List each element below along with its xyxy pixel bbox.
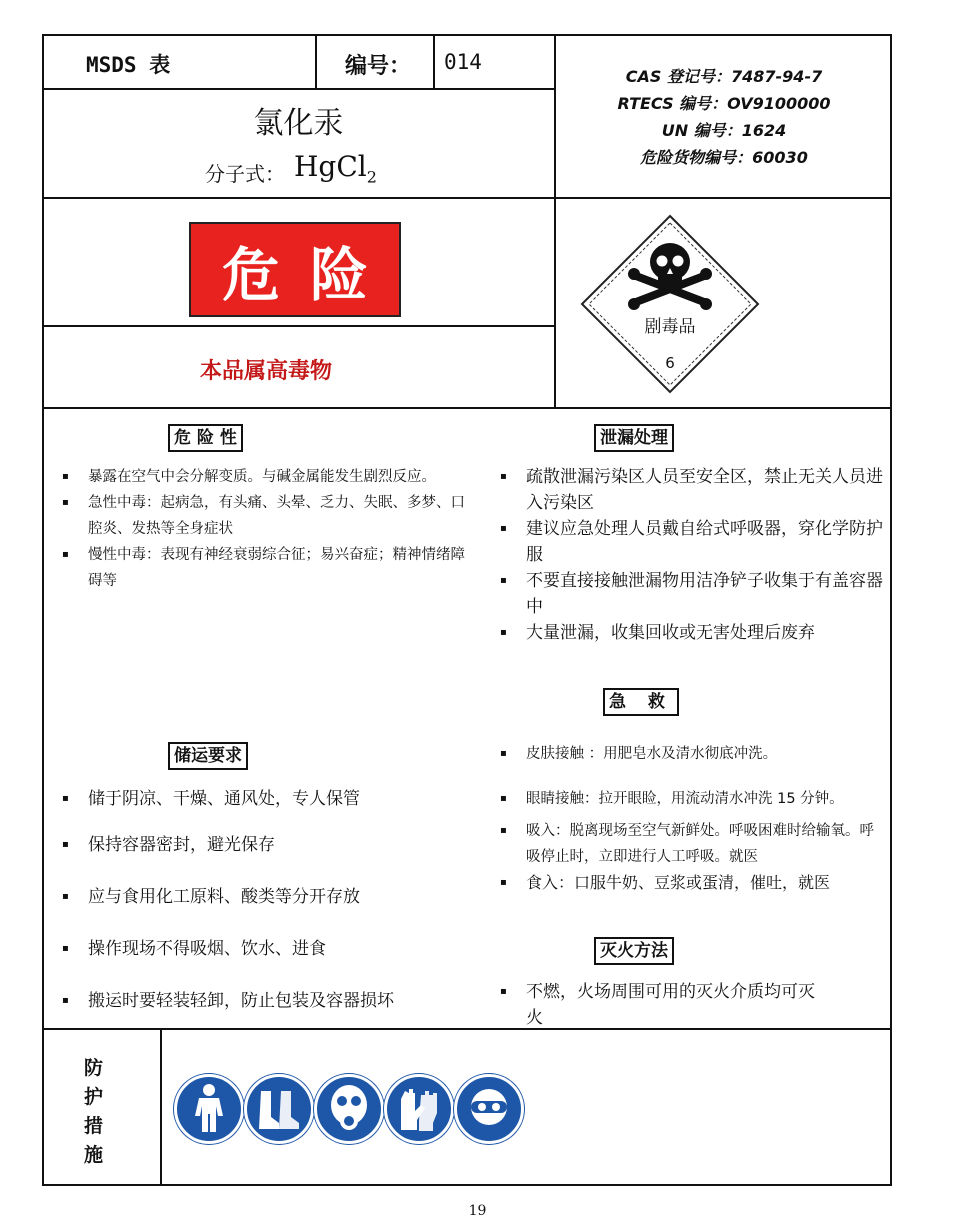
cas-number: CAS 登记号：7487-94-7 (625, 67, 823, 86)
storage-title: 储运要求 (168, 742, 248, 770)
page-number: 19 (468, 1203, 487, 1219)
hazard-title: 危 险 性 (168, 424, 243, 452)
rtecs-number: RTECS 编号：OV9100000 (617, 94, 831, 113)
respirator-mask-icon (314, 1074, 384, 1144)
list-item: ▪ 急性中毒：起病急，有头痛、头晕、乏力、失眠、多梦、口腔炎、发热等全身症状 (62, 490, 474, 542)
list-item: ▪ 不要直接接触泄漏物用洁净铲子收集于有盖容器中 (500, 568, 885, 620)
divider (42, 325, 555, 327)
storage-list (62, 786, 482, 1014)
number-label: 编号： (345, 54, 412, 79)
list-item: ▪ 不燃，火场周围可用的灭火介质均可灭火 (500, 979, 830, 1031)
fire-list (500, 979, 830, 1031)
list-item: ▪ 保持容器密封，避光保存 (62, 832, 482, 858)
list-item: ▪ 大量泄漏，收集回收或无害处理后废弃 (500, 620, 885, 646)
sign-class-number: 6 (665, 354, 675, 372)
list-item: ▪ 慢性中毒：表现有神经衰弱综合征；易兴奋症；精神情绪障碍等 (62, 542, 474, 594)
toxic-hazard-sign (578, 212, 762, 396)
fire-title: 灭火方法 (594, 937, 674, 965)
firstaid-title: 急 救 (603, 688, 679, 716)
un-number: UN 编号：1624 (661, 121, 787, 140)
safety-goggles-icon (454, 1074, 524, 1144)
divider (42, 88, 555, 90)
identifier-block (556, 63, 892, 171)
list-item: ▪ 疏散泄漏污染区人员至安全区，禁止无关人员进入污染区 (500, 464, 885, 516)
list-item: ▪ 眼睛接触：拉开眼睑，用流动清水冲洗 15 分钟。 (500, 786, 885, 812)
divider (433, 34, 435, 89)
list-item: ▪ 应与食用化工原料、酸类等分开存放 (62, 884, 482, 910)
list-item: ▪ 建议应急处理人员戴自给式呼吸器，穿化学防护服 (500, 516, 885, 568)
list-item: ▪ 储于阴凉、干燥、通风处，专人保管 (62, 786, 482, 812)
chemical-name: 氯化汞 (253, 106, 344, 141)
hazard-list (62, 464, 474, 594)
hazard-goods-number: 危险货物编号：60030 (640, 148, 808, 167)
gloves-icon (384, 1074, 454, 1144)
leak-title: 泄漏处理 (594, 424, 674, 452)
list-item: ▪ 搬运时要轻装轻卸，防止包装及容器损坏 (62, 988, 482, 1014)
list-item: ▪ 食入：口服牛奶、豆浆或蛋清，催吐，就医 (500, 870, 885, 896)
sign-text: 剧毒品 (644, 317, 696, 337)
list-item: ▪ 吸入：脱离现场至空气新鲜处。呼吸困难时给输氧。呼吸停止时，立即进行人工呼吸。就医 (500, 818, 885, 870)
divider (42, 407, 892, 409)
formula-label: 分子式： (205, 162, 285, 186)
leak-list (500, 464, 885, 646)
boots-icon (244, 1074, 314, 1144)
firstaid-list (500, 741, 885, 896)
number-value: 014 (444, 50, 482, 74)
divider (160, 1028, 162, 1186)
protective-suit-icon (174, 1074, 244, 1144)
list-item: ▪ 暴露在空气中会分解变质。与碱金属能发生剧烈反应。 (62, 464, 474, 490)
danger-label: 危险 (189, 222, 401, 317)
protection-label: 防护措施 (84, 1057, 104, 1166)
list-item: ▪ 操作现场不得吸烟、饮水、进食 (62, 936, 482, 962)
chemical-formula: HgCl$_2$ (294, 150, 377, 187)
form-label: MSDS 表 (86, 53, 171, 77)
divider (315, 34, 317, 89)
divider (42, 197, 892, 199)
list-item: ▪ 皮肤接触 ：用肥皂水及清水彻底冲洗。 (500, 741, 885, 767)
toxicity-note: 本品属高毒物 (200, 359, 333, 384)
